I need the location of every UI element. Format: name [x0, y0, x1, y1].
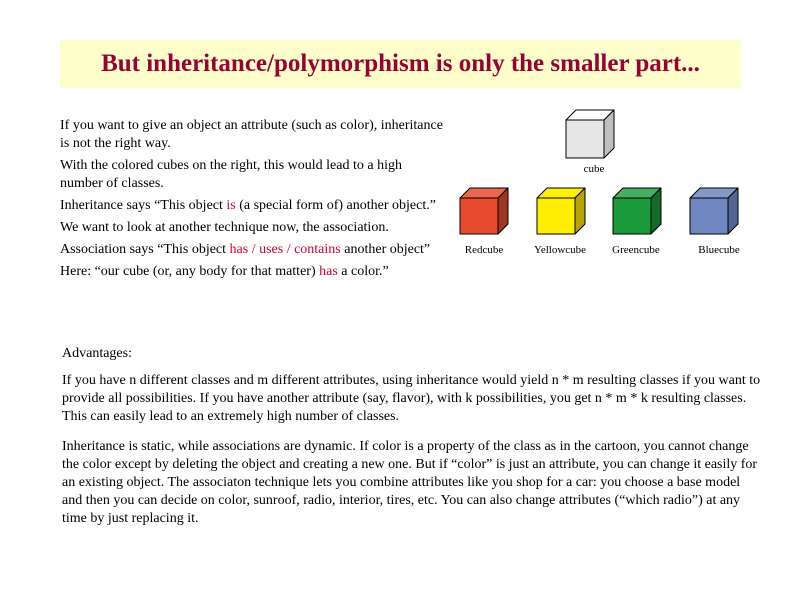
intro-paragraph-2: With the colored cubes on the right, this would lead to a high number of classes.	[60, 158, 402, 191]
cube-label-red: Redcube	[464, 244, 504, 256]
highlight-has-uses-contains: has / uses / contains	[229, 242, 341, 257]
text-segment: another object”	[340, 242, 431, 257]
title-banner	[60, 40, 741, 88]
intro-paragraph-4: We want to look at another technique now, the association.	[60, 220, 389, 235]
cube-label-green: Greencube	[612, 244, 660, 256]
intro-text-column	[60, 117, 445, 285]
cube-label-base: cube	[583, 163, 605, 175]
cube-label-blue: Bluecube	[698, 244, 740, 256]
cube-base-front	[566, 120, 604, 158]
cube-label-yellow: Yellowcube	[533, 244, 587, 256]
red-cube-icon	[456, 186, 512, 236]
yellow-cube-icon	[533, 186, 589, 236]
highlight-is: is	[226, 198, 236, 213]
green-cube-icon	[609, 186, 665, 236]
advantages-heading: Advantages:	[62, 346, 132, 361]
text-segment: Association says “This object	[60, 242, 230, 257]
intro-paragraph-3	[60, 197, 445, 215]
intro-paragraph-5	[60, 241, 445, 259]
cube-blue-front	[690, 198, 728, 234]
advantages-paragraph-1: If you have n different classes and m different attributes, using inheritance would yield n * m resulting classes if you want to provide all possibilities. If you have another attribute (say, flavor), with k possibilities, you get n * m * k resulting classes. This can easily lead to an extremely high number of classes.	[62, 373, 761, 424]
text-segment: Here: “our cube (or, any body for that matter)	[60, 264, 320, 279]
cube-icon	[562, 108, 618, 160]
intro-paragraph-6	[60, 263, 445, 281]
cube-red-front	[460, 198, 498, 234]
text-segment: a color.”	[337, 264, 389, 279]
highlight-has: has	[319, 264, 338, 279]
text-segment: Inheritance says “This object	[60, 198, 227, 213]
text-segment: (a special form of) another object.”	[235, 198, 436, 213]
blue-cube-icon	[686, 186, 742, 236]
cube-yellow-front	[537, 198, 575, 234]
slide-title: But inheritance/polymorphism is only the smaller part...	[101, 50, 700, 77]
advantages-paragraph-2: Inheritance is static, while associations are dynamic. If color is a property of the class as in the cartoon, you cannot change the color except by deleting the object and creating a new one. But if “color” is just an attribute, you can change it easily for an existing object. The associaton technique lets you combine attributes like you shop for a car: you choose a base model and then you can decide on color, sunroof, radio, interior, tires, etc. You can also change attributes (“which radio”) at any time by just replacing it.	[62, 439, 758, 526]
cube-green-front	[613, 198, 651, 234]
intro-paragraph-1: If you want to give an object an attribute (such as color), inheritance is not the right way.	[60, 118, 443, 151]
